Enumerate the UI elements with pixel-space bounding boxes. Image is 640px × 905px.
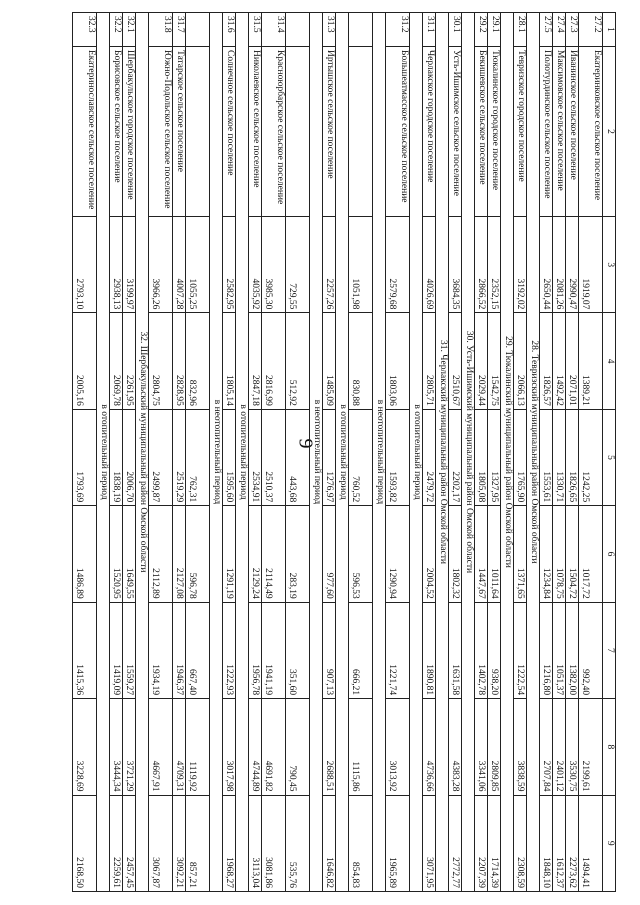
value-cell: 1290,94 <box>386 506 410 602</box>
value-cell: 4736,66 <box>423 699 436 795</box>
settlement-name: Полотурдинское сельское поселение <box>540 47 553 217</box>
value-cell: 1389,21 <box>579 313 603 409</box>
value-cell: 2352,15 <box>488 217 501 313</box>
value-cell: 729,55 <box>286 217 310 313</box>
value-cell: 3985,30 <box>262 217 286 313</box>
row-index: 30.1 <box>449 13 462 47</box>
value-cell: 2828,95 <box>173 313 186 409</box>
period-subheading: в неотопительный период <box>210 13 223 892</box>
value-cell: 1402,78 <box>475 602 488 698</box>
value-cell: 2707,84 <box>540 699 553 795</box>
period-subheading: в отопительный период <box>236 13 249 892</box>
value-cell: 1017,72 <box>579 506 603 602</box>
value-cell: 2805,71 <box>423 313 436 409</box>
header-cell: 8 <box>603 699 616 795</box>
value-cell: 4709,31 <box>173 699 186 795</box>
value-cell: 3192,02 <box>514 217 527 313</box>
header-cell: 4 <box>603 313 616 409</box>
value-cell: 1553,61 <box>540 409 553 505</box>
value-cell: 857,21 <box>186 795 210 891</box>
value-cell: 1941,19 <box>262 602 286 698</box>
value-cell: 938,20 <box>488 602 501 698</box>
value-cell: 2579,68 <box>386 217 410 313</box>
table-row <box>488 13 501 892</box>
value-cell: 1011,64 <box>488 506 501 602</box>
value-cell: 1485,09 <box>323 313 336 409</box>
value-cell: 2259,61 <box>110 795 123 891</box>
settlement-name: Южно-Подольское сельское поселение <box>149 47 173 217</box>
value-cell: 2479,72 <box>423 409 436 505</box>
value-cell: 2510,37 <box>262 409 286 505</box>
value-cell: 2809,85 <box>488 699 501 795</box>
value-cell: 3092,21 <box>173 795 186 891</box>
value-cell: 2202,17 <box>449 409 462 505</box>
value-cell: 907,13 <box>323 602 336 698</box>
value-cell: 3081,86 <box>262 795 286 891</box>
settlement-name <box>286 47 310 217</box>
row-index: 32.2 <box>110 13 123 47</box>
value-cell: 2866,52 <box>475 217 488 313</box>
table-row <box>110 13 123 892</box>
value-cell: 4691,82 <box>262 699 286 795</box>
value-cell: 1826,57 <box>540 313 553 409</box>
value-cell: 666,21 <box>349 602 373 698</box>
value-cell: 1486,89 <box>73 506 97 602</box>
row-index: 31.8 <box>149 13 173 47</box>
header-cell: 6 <box>603 506 616 602</box>
value-cell: 1765,90 <box>514 409 527 505</box>
value-cell: 2081,26 <box>553 217 566 313</box>
value-cell: 2006,70 <box>123 409 136 505</box>
value-cell: 1371,65 <box>514 506 527 602</box>
value-cell: 4035,92 <box>249 217 262 313</box>
value-cell: 1968,27 <box>223 795 236 891</box>
value-cell: 2804,75 <box>149 313 173 409</box>
value-cell: 854,83 <box>349 795 373 891</box>
table-row <box>262 13 286 892</box>
value-cell: 2793,10 <box>73 217 97 313</box>
value-cell: 1559,27 <box>123 602 136 698</box>
settlement-name: Николаевское сельское поселение <box>249 47 262 217</box>
value-cell: 1803,06 <box>386 313 410 409</box>
value-cell: 2168,50 <box>73 795 97 891</box>
table-row <box>566 13 579 892</box>
table-row <box>449 13 462 892</box>
value-cell: 1051,37 <box>553 602 566 698</box>
period-subheading-row <box>410 13 423 892</box>
value-cell: 2582,95 <box>223 217 236 313</box>
header-cell: 1 <box>603 13 616 47</box>
value-cell: 1946,37 <box>173 602 186 698</box>
value-cell: 2005,16 <box>73 313 97 409</box>
value-cell: 1055,25 <box>186 217 210 313</box>
table-row <box>286 13 310 892</box>
value-cell: 1115,86 <box>349 699 373 795</box>
value-cell: 2004,52 <box>423 506 436 602</box>
value-cell: 2029,44 <box>475 313 488 409</box>
value-cell: 2066,13 <box>514 313 527 409</box>
row-index <box>186 13 210 47</box>
value-cell: 3444,34 <box>110 699 123 795</box>
value-cell: 1965,89 <box>386 795 410 891</box>
table-row <box>349 13 373 892</box>
period-subheading-row <box>310 13 323 892</box>
region-heading: 30. Усть-Ишимский муниципальный район Омской области <box>462 13 475 892</box>
table-body <box>73 13 603 892</box>
period-subheading-row <box>210 13 223 892</box>
value-cell: 3017,98 <box>223 699 236 795</box>
row-index: 31.3 <box>323 13 336 47</box>
settlement-name: Усть-Ишимское сельское поселение <box>449 47 462 217</box>
settlement-name: Тюкалинское городское поселение <box>488 47 501 217</box>
row-index: 27.5 <box>540 13 553 47</box>
rotated-table-container <box>26 12 616 892</box>
header-cell: 5 <box>603 409 616 505</box>
row-index <box>349 13 373 47</box>
value-cell: 2207,39 <box>475 795 488 891</box>
period-subheading-row <box>336 13 349 892</box>
value-cell: 1221,74 <box>386 602 410 698</box>
value-cell: 1805,08 <box>475 409 488 505</box>
table-row <box>553 13 566 892</box>
table-row <box>123 13 136 892</box>
value-cell: 2308,59 <box>514 795 527 891</box>
value-cell: 2938,13 <box>110 217 123 313</box>
row-index: 31.6 <box>223 13 236 47</box>
value-cell: 2114,49 <box>262 506 286 602</box>
value-cell: 1649,55 <box>123 506 136 602</box>
row-index: 27.2 <box>579 13 603 47</box>
value-cell: 3721,29 <box>123 699 136 795</box>
value-cell: 1934,19 <box>149 602 173 698</box>
value-cell: 3067,87 <box>149 795 173 891</box>
settlement-name: Шербакульское городское поселение <box>123 47 136 217</box>
row-index: 31.2 <box>386 13 410 47</box>
table-row <box>475 13 488 892</box>
value-cell: 1520,95 <box>110 506 123 602</box>
value-cell: 2199,61 <box>579 699 603 795</box>
value-cell: 1330,71 <box>553 409 566 505</box>
value-cell: 2261,95 <box>123 313 136 409</box>
value-cell: 2519,29 <box>173 409 186 505</box>
value-cell: 4026,69 <box>423 217 436 313</box>
settlement-name <box>349 47 373 217</box>
period-subheading: в отопительный период <box>97 13 110 892</box>
value-cell: 2534,91 <box>249 409 262 505</box>
settlement-name: Тевризское городское поселение <box>514 47 527 217</box>
value-cell: 1631,58 <box>449 602 462 698</box>
settlement-name: Красноюрбарское сельское поселение <box>262 47 286 217</box>
value-cell: 667,40 <box>186 602 210 698</box>
region-heading-row <box>436 13 449 892</box>
table-row <box>223 13 236 892</box>
row-index: 32.3 <box>73 13 97 47</box>
value-cell: 3341,06 <box>475 699 488 795</box>
table-row <box>386 13 410 892</box>
value-cell: 1848,10 <box>540 795 553 891</box>
value-cell: 1805,14 <box>223 313 236 409</box>
value-cell: 3530,75 <box>566 699 579 795</box>
value-cell: 760,52 <box>349 409 373 505</box>
settlement-name <box>186 47 210 217</box>
header-cell: 7 <box>603 602 616 698</box>
value-cell: 1612,37 <box>553 795 566 891</box>
value-cell: 1919,07 <box>579 217 603 313</box>
value-cell: 832,96 <box>186 313 210 409</box>
table-row <box>323 13 336 892</box>
period-subheading: в неотопительный период <box>373 13 386 892</box>
value-cell: 1595,60 <box>223 409 236 505</box>
page-number: 9 <box>294 438 317 449</box>
value-cell: 2273,62 <box>566 795 579 891</box>
row-index: 32.1 <box>123 13 136 47</box>
value-cell: 3113,04 <box>249 795 262 891</box>
settlement-name: Екатеринковское сельское поселение <box>579 47 603 217</box>
value-cell: 762,31 <box>186 409 210 505</box>
value-cell: 1415,36 <box>73 602 97 698</box>
row-index: 29.1 <box>488 13 501 47</box>
value-cell: 2847,18 <box>249 313 262 409</box>
value-cell: 2990,47 <box>566 217 579 313</box>
settlement-name: Большеатмасское сельское поселение <box>386 47 410 217</box>
value-cell: 1276,97 <box>323 409 336 505</box>
value-cell: 535,76 <box>286 795 310 891</box>
value-cell: 2772,77 <box>449 795 462 891</box>
value-cell: 2457,45 <box>123 795 136 891</box>
value-cell: 1890,81 <box>423 602 436 698</box>
value-cell: 1793,69 <box>73 409 97 505</box>
value-cell: 2816,99 <box>262 313 286 409</box>
value-cell: 3228,69 <box>73 699 97 795</box>
period-subheading: в отопительный период <box>410 13 423 892</box>
table-row <box>186 13 210 892</box>
value-cell: 1119,92 <box>186 699 210 795</box>
value-cell: 2650,44 <box>540 217 553 313</box>
settlement-name: Иванинское сельское поселение <box>566 47 579 217</box>
period-subheading: в отопительный период <box>336 13 349 892</box>
value-cell: 3013,92 <box>386 699 410 795</box>
value-cell: 351,60 <box>286 602 310 698</box>
value-cell: 283,19 <box>286 506 310 602</box>
value-cell: 1802,32 <box>449 506 462 602</box>
header-row <box>603 13 616 892</box>
value-cell: 3684,35 <box>449 217 462 313</box>
value-cell: 2499,87 <box>149 409 173 505</box>
header-cell: 3 <box>603 217 616 313</box>
table-row <box>73 13 97 892</box>
value-cell: 992,40 <box>579 602 603 698</box>
row-index: 27.4 <box>553 13 566 47</box>
value-cell: 1593,82 <box>386 409 410 505</box>
region-heading-row <box>136 13 149 892</box>
value-cell: 1291,19 <box>223 506 236 602</box>
value-cell: 4383,28 <box>449 699 462 795</box>
value-cell: 2257,26 <box>323 217 336 313</box>
value-cell: 1382,00 <box>566 602 579 698</box>
value-cell: 2688,51 <box>323 699 336 795</box>
value-cell: 2127,08 <box>173 506 186 602</box>
settlement-name: Екатеринославское сельское поселение <box>73 47 97 217</box>
region-heading-row <box>501 13 514 892</box>
value-cell: 1542,75 <box>488 313 501 409</box>
row-index: 31.7 <box>173 13 186 47</box>
value-cell: 512,92 <box>286 313 310 409</box>
value-cell: 1494,41 <box>579 795 603 891</box>
value-cell: 1222,54 <box>514 602 527 698</box>
value-cell: 443,68 <box>286 409 310 505</box>
value-cell: 596,78 <box>186 506 210 602</box>
value-cell: 2401,12 <box>553 699 566 795</box>
settlement-name: Татарское сельское поселение <box>173 47 186 217</box>
table-row <box>423 13 436 892</box>
region-heading-row <box>527 13 540 892</box>
row-index <box>286 13 310 47</box>
settlement-name: Борисовское сельское поселение <box>110 47 123 217</box>
settlement-name: Солнечное сельское поселение <box>223 47 236 217</box>
row-index: 31.5 <box>249 13 262 47</box>
value-cell: 1419,09 <box>110 602 123 698</box>
period-subheading: в неотопительный период <box>310 13 323 892</box>
header-cell: 2 <box>603 47 616 217</box>
settlement-name: Иртышское сельское поселение <box>323 47 336 217</box>
value-cell: 3071,95 <box>423 795 436 891</box>
row-index: 29.2 <box>475 13 488 47</box>
region-heading: 32. Шербакульский муниципальный район Омской области <box>136 13 149 892</box>
value-cell: 2071,01 <box>566 313 579 409</box>
region-heading: 31. Черлакский муниципальный район Омской области <box>436 13 449 892</box>
table-row <box>579 13 603 892</box>
tariff-table <box>72 12 616 892</box>
value-cell: 2129,24 <box>249 506 262 602</box>
period-subheading-row <box>236 13 249 892</box>
settlement-name: Черлакское городское поселение <box>423 47 436 217</box>
value-cell: 3838,59 <box>514 699 527 795</box>
value-cell: 1222,93 <box>223 602 236 698</box>
value-cell: 1504,72 <box>566 506 579 602</box>
value-cell: 1646,82 <box>323 795 336 891</box>
value-cell: 1714,39 <box>488 795 501 891</box>
table-row <box>149 13 173 892</box>
value-cell: 1216,80 <box>540 602 553 698</box>
table-row <box>173 13 186 892</box>
value-cell: 1956,78 <box>249 602 262 698</box>
value-cell: 1447,67 <box>475 506 488 602</box>
value-cell: 3966,26 <box>149 217 173 313</box>
value-cell: 1826,65 <box>566 409 579 505</box>
value-cell: 790,45 <box>286 699 310 795</box>
period-subheading-row <box>373 13 386 892</box>
value-cell: 977,60 <box>323 506 336 602</box>
table-row <box>540 13 553 892</box>
row-index: 28.1 <box>514 13 527 47</box>
region-heading: 29. Тюкалинский муниципальный район Омской области <box>501 13 514 892</box>
row-index: 27.3 <box>566 13 579 47</box>
region-heading-row <box>462 13 475 892</box>
value-cell: 2510,67 <box>449 313 462 409</box>
value-cell: 1234,84 <box>540 506 553 602</box>
period-subheading-row <box>97 13 110 892</box>
value-cell: 3199,97 <box>123 217 136 313</box>
value-cell: 1327,95 <box>488 409 501 505</box>
value-cell: 4744,89 <box>249 699 262 795</box>
value-cell: 4007,28 <box>173 217 186 313</box>
value-cell: 2069,78 <box>110 313 123 409</box>
value-cell: 1492,42 <box>553 313 566 409</box>
value-cell: 596,53 <box>349 506 373 602</box>
table-row <box>514 13 527 892</box>
value-cell: 1242,25 <box>579 409 603 505</box>
value-cell: 1078,75 <box>553 506 566 602</box>
row-index: 31.1 <box>423 13 436 47</box>
region-heading: 28. Тевризский муниципальный район Омской области <box>527 13 540 892</box>
value-cell: 830,88 <box>349 313 373 409</box>
settlement-name: Бекишевское сельское поселение <box>475 47 488 217</box>
value-cell: 2112,89 <box>149 506 173 602</box>
value-cell: 1051,98 <box>349 217 373 313</box>
value-cell: 4667,91 <box>149 699 173 795</box>
header-cell: 9 <box>603 795 616 891</box>
row-index: 31.4 <box>262 13 286 47</box>
value-cell: 1838,19 <box>110 409 123 505</box>
table-row <box>249 13 262 892</box>
settlement-name: Максимовское сельское поселение <box>553 47 566 217</box>
